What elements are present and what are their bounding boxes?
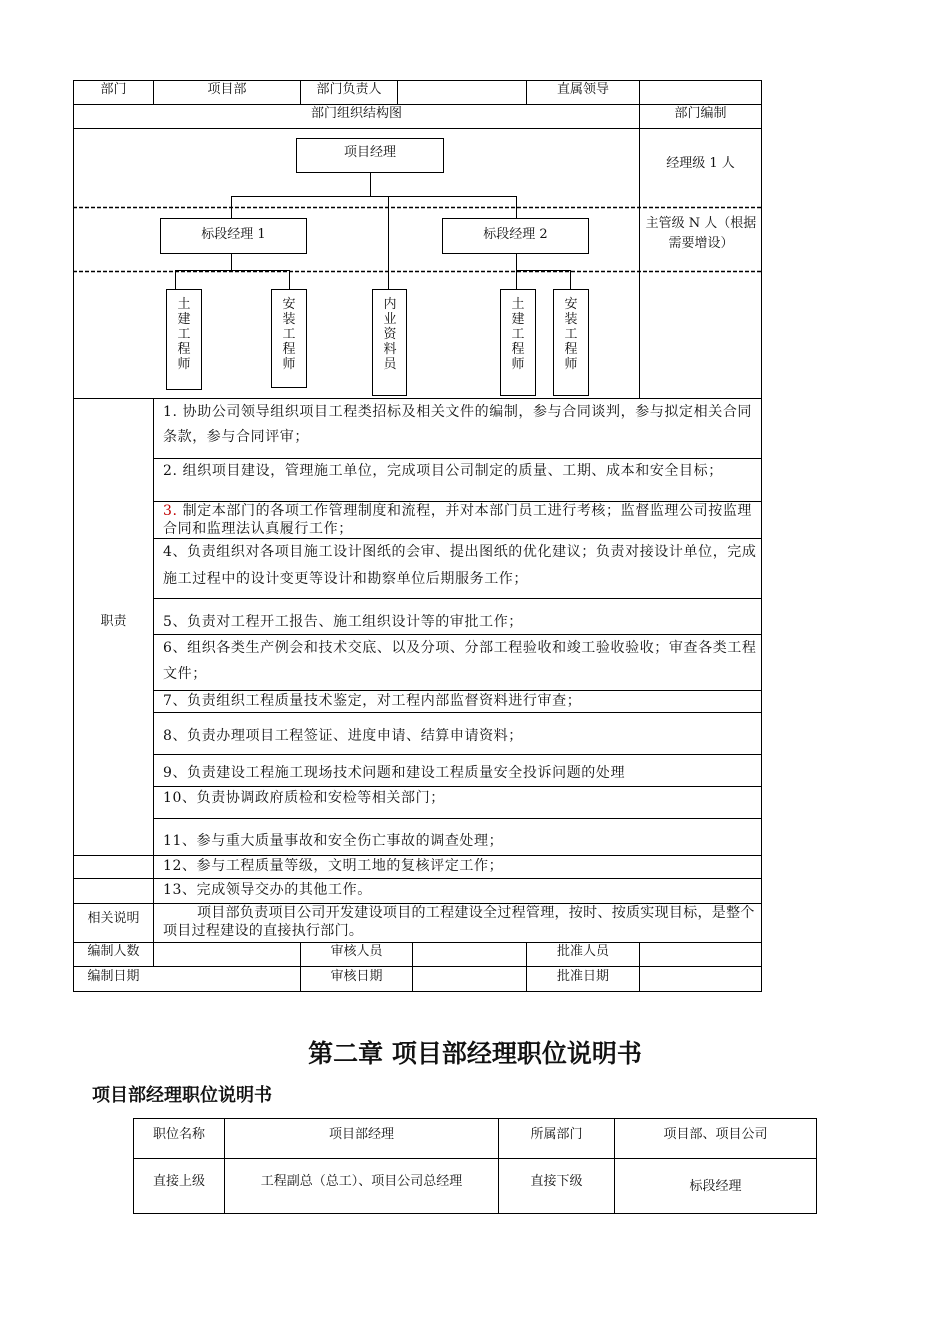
direct-subordinate-label: 直接下级: [530, 1174, 583, 1189]
org-node-label: 项目经理: [343, 145, 396, 160]
reviewer-label: 审核人员: [330, 944, 383, 959]
direct-leader-label: 直属领导: [556, 82, 609, 97]
staffing-supervisor-level: 主管级 N 人（根据需要增设）: [645, 216, 757, 251]
duty-text: 组织项目建设，管理施工单位，完成项目公司制定的质量、工期、成本和安全目标；: [182, 463, 723, 479]
staffing-manager-level: 经理级 1 人: [666, 156, 735, 171]
duty-item-7: 7、负责组织工程质量技术鉴定，对工程内部监督资料进行审查；: [163, 693, 582, 709]
position-name-value: 项目部经理: [328, 1127, 394, 1142]
dept-head-label: 部门负责人: [316, 82, 382, 97]
approve-date-label: 批准日期: [556, 969, 609, 984]
duty-item-5: 5、负责对工程开工报告、施工组织设计等的审批工作；: [163, 614, 523, 630]
org-node-label: 标段经理 2: [483, 227, 548, 242]
duty-number: 3.: [163, 503, 178, 519]
org-node-label: 内业资料员: [383, 297, 397, 372]
approver-label: 批准人员: [556, 944, 609, 959]
duty-item-6: 6、组织各类生产例会和技术交底、以及分项、分部工程验收和竣工验收验收；审查各类工程文件；: [163, 640, 757, 682]
duty-item-13: 13、完成领导交办的其他工作。: [163, 882, 372, 898]
dept-label: 部门: [100, 82, 127, 97]
chapter-title: 第二章 项目部经理职位说明书: [308, 1039, 642, 1068]
related-text: 项目部负责项目公司开发建设项目的工程建设全过程管理，按时、按质实现目标，是整个项目过程建设的直接执行部门。: [163, 905, 755, 939]
org-node-label: 土建工程师: [177, 297, 191, 372]
duties-label: 职责: [100, 614, 127, 629]
review-date-label: 审核日期: [330, 969, 383, 984]
duty-text: 制定本部门的各项工作管理制度和流程，并对本部门员工进行考核；监督监理公司按监理合同和监理法认真履行工作；: [163, 503, 753, 537]
direct-superior-label: 直接上级: [152, 1174, 205, 1189]
staffing-title: 部门编制: [674, 106, 727, 121]
position-dept-value: 项目部、项目公司: [663, 1127, 768, 1142]
org-node-label: 标段经理 1: [201, 227, 266, 242]
direct-subordinate-value: 标段经理: [689, 1179, 742, 1194]
org-node-label: 安装工程师: [282, 297, 296, 372]
org-chart-title: 部门组织结构图: [310, 106, 402, 121]
duty-item-8: 8、负责办理项目工程签证、进度申请、结算申请资料；: [163, 728, 523, 744]
position-dept-label: 所属部门: [530, 1127, 583, 1142]
duty-item-12: 12、参与工程质量等级，文明工地的复核评定工作；: [163, 858, 504, 874]
author-label: 编制人数: [87, 944, 140, 959]
related-label: 相关说明: [87, 911, 140, 926]
duty-number: 2.: [163, 463, 178, 479]
prepared-date-label: 编制日期: [87, 969, 140, 984]
position-name-label: 职位名称: [152, 1127, 205, 1142]
duty-item-4: 4、负责组织对各项目施工设计图纸的会审、提出图纸的优化建议；负责对接设计单位，完成施工过程中的设计变更等设计和勘察单位后期服务工作；: [163, 544, 757, 587]
duty-item-11: 11、参与重大质量事故和安全伤亡事故的调查处理；: [163, 833, 504, 849]
duty-item-9: 9、负责建设工程施工现场技术问题和建设工程质量安全投诉问题的处理: [163, 765, 626, 781]
direct-superior-value: 工程副总（总工）、项目公司总经理: [260, 1174, 463, 1189]
dept-value: 项目部: [207, 82, 247, 97]
org-node-label: 土建工程师: [511, 297, 525, 372]
org-node-label: 安装工程师: [564, 297, 578, 372]
duty-number: 1.: [163, 404, 178, 420]
duty-item-10: 10、负责协调政府质检和安检等相关部门；: [163, 790, 445, 806]
section-title: 项目部经理职位说明书: [92, 1085, 272, 1106]
duty-text: 协助公司领导组织项目工程类招标及相关文件的编制，参与合同谈判，参与拟定相关合同条款，参与合同评审；: [163, 404, 753, 445]
